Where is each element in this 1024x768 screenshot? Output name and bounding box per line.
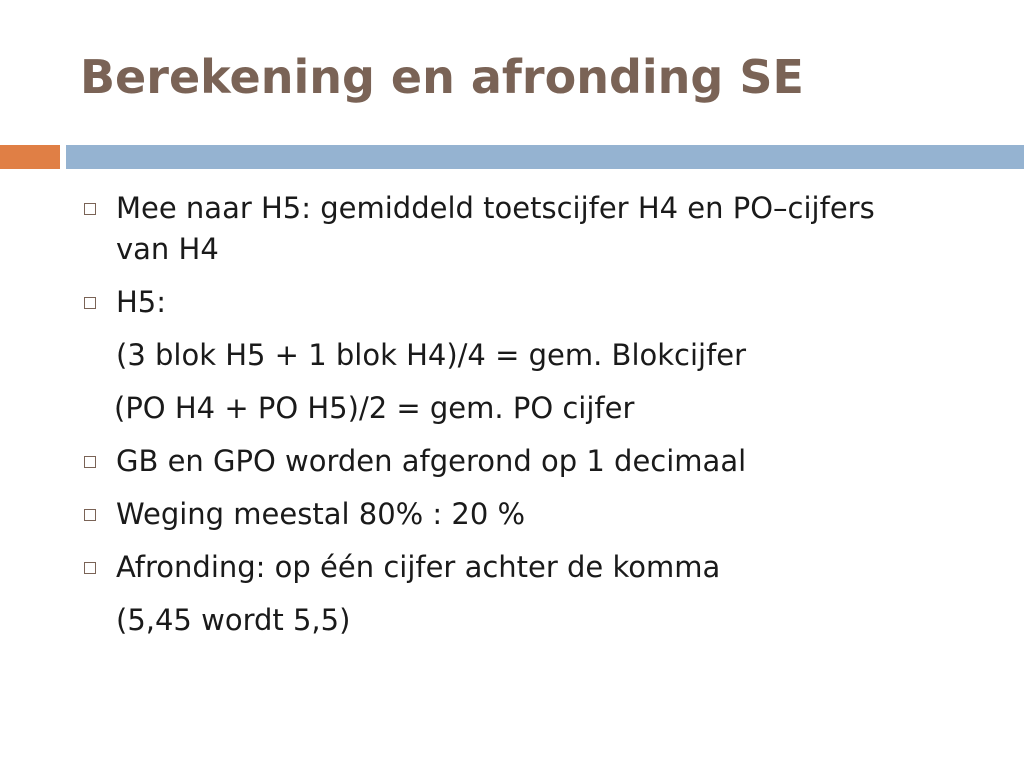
bullet-text: H5: [116, 285, 167, 319]
square-bullet-icon [84, 297, 96, 309]
square-bullet-icon [84, 562, 96, 574]
bullet-text: Afronding: op één cijfer achter de komma [116, 550, 721, 584]
square-bullet-icon [84, 456, 96, 468]
accent-bar-blue [66, 145, 1024, 169]
bullet-text: GB en GPO worden afgerond op 1 decimaal [116, 444, 747, 478]
bullet-text: Weging meestal 80% : 20 % [116, 497, 526, 531]
sub-text: (5,45 wordt 5,5) [116, 603, 351, 637]
slide-title: Berekening en afronding SE [80, 50, 804, 104]
bullet-text: Mee naar H5: gemiddeld toetscijfer H4 en PO–cijfers [116, 191, 875, 225]
square-bullet-icon [84, 203, 96, 215]
continuation-text: van H4 [116, 232, 219, 266]
sub-text: (3 blok H5 + 1 blok H4)/4 = gem. Blokcijfer [116, 338, 747, 372]
sub-text: (PO H4 + PO H5)/2 = gem. PO cijfer [114, 391, 635, 425]
accent-bar-orange [0, 145, 60, 169]
square-bullet-icon [84, 509, 96, 521]
